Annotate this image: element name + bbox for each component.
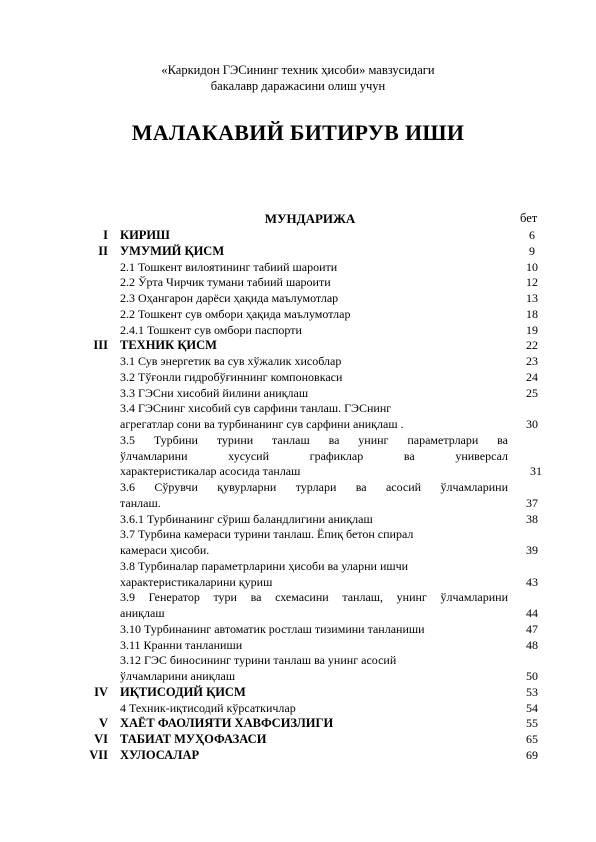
entry-title: аниқлаш bbox=[120, 606, 165, 620]
header-line-2: бакалавр даражасини олиш учун bbox=[210, 79, 386, 93]
page-number: 9 bbox=[529, 243, 535, 258]
page-number: 24 bbox=[526, 369, 538, 384]
page-number: 31 bbox=[530, 464, 542, 479]
page-number: 19 bbox=[526, 322, 538, 337]
page-number: 69 bbox=[526, 747, 538, 762]
page-number: 44 bbox=[526, 606, 538, 620]
entry-title: УМУМИЙ ҚИСМ bbox=[120, 243, 225, 258]
entry-title: КИРИШ bbox=[120, 228, 170, 242]
page-number: 48 bbox=[526, 637, 538, 652]
section-number: VII bbox=[89, 747, 108, 762]
page-number: 13 bbox=[526, 291, 538, 305]
section-number: V bbox=[98, 716, 108, 731]
page-number: 55 bbox=[526, 716, 538, 731]
section-number: III bbox=[93, 338, 108, 353]
page-number: 6 bbox=[529, 228, 535, 242]
page-number: 25 bbox=[526, 385, 538, 400]
entry-title: 3.6.1 Турбинанинг сўриш баландлигини аниқлаш bbox=[120, 511, 373, 526]
entry-title: ХУЛОСАЛАР bbox=[120, 747, 200, 762]
document-title: МАЛАКАВИЙ БИТИРУВ ИШИ bbox=[131, 120, 465, 145]
section-number: IV bbox=[94, 684, 108, 699]
entry-title: 3.6 Сўрувчи қувурларни турлари ва асосий ўлчамларини bbox=[120, 480, 508, 494]
entry-title: 3.9 Генератор тури ва схемасини танлаш, унинг ўлчамларини bbox=[120, 590, 508, 605]
page-number: 54 bbox=[526, 700, 538, 715]
entry-title: 3.12 ГЭС биносининг турини танлаш ва унинг асосий bbox=[120, 653, 397, 668]
entry-title: ТЕХНИК ҚИСМ bbox=[120, 338, 217, 353]
entry-title: ўлчамларини хусусий графиклар ва универсал bbox=[120, 448, 508, 463]
page-number: 47 bbox=[526, 621, 538, 636]
entry-title: 4 Техник-иқтисодий кўрсаткичлар bbox=[120, 700, 296, 715]
entry-title: ХАЁТ ФАОЛИЯТИ ХАВФСИЗЛИГИ bbox=[120, 716, 334, 731]
section-number: I bbox=[103, 228, 108, 242]
entry-title: 3.7 Турбина камераси турини танлаш. Ёпиқ бетон спирал bbox=[120, 527, 414, 542]
toc-heading: МУНДАРИЖА bbox=[264, 211, 356, 226]
entry-title: 3.1 Сув энергетик ва сув хўжалик хисоблар bbox=[120, 354, 342, 368]
entry-title: 3.5 Турбини турини танлаш ва унинг параметрлари ва bbox=[120, 432, 508, 447]
page-number: 18 bbox=[526, 306, 538, 321]
page-number: 23 bbox=[526, 354, 538, 368]
page-number: 10 bbox=[526, 259, 538, 274]
page-number: 37 bbox=[526, 495, 538, 510]
entry-title: танлаш. bbox=[120, 495, 161, 510]
page-number: 12 bbox=[526, 275, 538, 290]
entry-title: характеристикаларини қуриш bbox=[120, 574, 273, 589]
page-number: 38 bbox=[526, 511, 538, 526]
page-column-label: бет bbox=[520, 211, 538, 225]
entry-title: 3.11 Кранни танланиши bbox=[120, 637, 243, 652]
header-line-1: «Каркидон ГЭСининг техник ҳисоби» мавзусидаги bbox=[161, 63, 435, 77]
entry-title: 3.10 Турбинанинг автоматик ростлаш тизимини танланиши bbox=[120, 621, 425, 636]
entry-title: 2.2 Ўрта Чирчик тумани табиий шароити bbox=[120, 275, 331, 290]
entry-title: 2.4.1 Тошкент сув омбори паспорти bbox=[120, 322, 302, 337]
entry-title: ўлчамларини аниқлаш bbox=[120, 669, 236, 683]
entry-title: 2.3 Оҳангарон дарёси ҳақида маълумотлар bbox=[120, 291, 339, 305]
page-number: 30 bbox=[526, 417, 538, 431]
entry-title: 3.3 ГЭСни хисобий йилини аниқлаш bbox=[120, 385, 309, 400]
entry-title: 3.4 ГЭСнинг хисобий сув сарфини танлаш. ГЭСнинг bbox=[120, 401, 392, 416]
entry-title: агрегатлар сони ва турбинанинг сув сарфини аниқлаш . bbox=[120, 417, 404, 431]
page-number: 65 bbox=[526, 732, 538, 746]
entry-title: ТАБИАТ МУҲОФАЗАСИ bbox=[120, 732, 267, 746]
page-number: 43 bbox=[526, 574, 538, 589]
header bbox=[0, 62, 596, 94]
page-number: 50 bbox=[526, 669, 538, 683]
entry-title: 2.1 Тошкент вилоятининг табиий шароити bbox=[120, 259, 338, 274]
entry-title: 3.2 Тўғонли гидробўғиннинг компоновкаси bbox=[120, 369, 343, 384]
entry-title: камераси ҳисоби. bbox=[120, 543, 210, 557]
section-number: II bbox=[98, 243, 108, 258]
section-number: VI bbox=[94, 732, 108, 746]
entry-title: 3.8 Турбиналар параметрларини ҳисоби ва уларни ишчи bbox=[120, 558, 409, 573]
entry-title: 2.2 Тошкент сув омбори ҳақида маълумотлар bbox=[120, 306, 351, 321]
page-number: 22 bbox=[526, 338, 538, 353]
page-number: 53 bbox=[526, 684, 538, 699]
entry-title: ИҚТИСОДИЙ ҚИСМ bbox=[120, 684, 246, 699]
page-number: 39 bbox=[526, 543, 538, 557]
entry-title: характеристикалар асосида танлаш bbox=[120, 464, 301, 479]
